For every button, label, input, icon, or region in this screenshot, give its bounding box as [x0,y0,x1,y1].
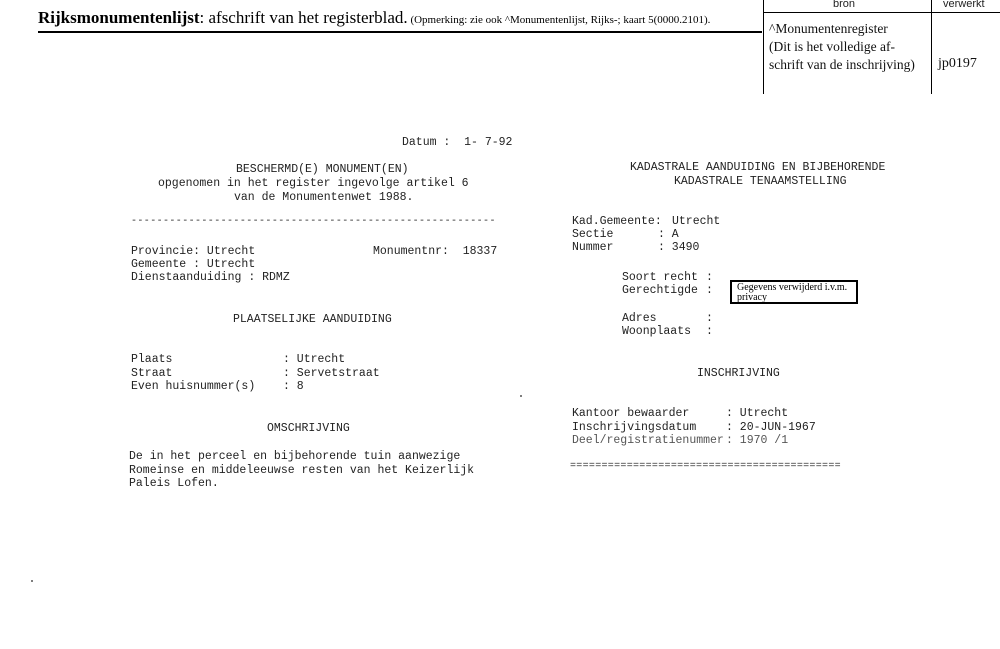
inschrijving-value: : Utrecht [726,407,789,420]
table-divider-middle [931,0,932,94]
equals-separator: =========================================== [570,461,841,472]
rights-label: Soort recht [622,271,698,284]
table-divider-left [763,0,764,94]
header-underline [38,31,762,33]
location-label: Straat [131,367,173,380]
inschrijving-label: Inschrijvingsdatum [572,421,697,434]
bron-line: (Dit is het volledige af- [769,39,895,54]
monumentnr: Monumentnr: 18337 [373,245,498,258]
dienstaanduiding: Dienstaanduiding : RDMZ [131,271,290,284]
inschrijving-value: : 1970 /1 [726,434,789,447]
verwerkt-value: jp0197 [938,56,977,71]
dash-separator: --------------------------------------------------------- [131,216,496,227]
rights-label: Woonplaats [622,325,692,338]
location-value: : 8 [283,380,304,393]
rights-value: : [706,271,713,284]
location-label: Even huisnummer(s) [131,380,256,393]
inschrijving-value: : 20-JUN-1967 [726,421,816,434]
kad-value: : 3490 [658,241,700,254]
kad-label: Kad.Gemeente: [572,215,662,228]
heading-line-1: BESCHERMD(E) MONUMENT(EN) [236,163,409,176]
inschrijving-label: Kantoor bewaarder [572,407,690,420]
omschrijving-line: De in het perceel en bijbehorende tuin aanwezige [129,450,461,463]
omschrijving-heading: OMSCHRIJVING [267,422,350,435]
kad-label: Nummer [572,241,614,254]
title-bold: Rijksmonumentenlijst [38,8,200,27]
kad-label: Sectie [572,228,614,241]
kadastrale-heading-2: KADASTRALE TENAAMSTELLING [674,175,847,188]
bron-text [769,20,915,74]
kad-value: : A [658,228,679,241]
bron-line: schrift van de inschrijving) [769,57,915,72]
datum: Datum : 1- 7-92 [402,136,513,149]
location-value: : Utrecht [283,353,346,366]
rights-label: Adres [622,312,657,325]
table-header-rule [763,12,1000,13]
heading-line-3: van de Monumentenwet 1988. [234,191,414,204]
rights-value: : [706,284,713,297]
privacy-redaction-box: Gegevens verwijderd i.v.m. privacy [730,280,858,304]
verwerkt-header: verwerkt [943,0,985,10]
title-note: (Opmerking: zie ook ^Monumentenlijst, Rijks-; kaart 5(0000.2101). [407,14,711,26]
omschrijving-line: Paleis Lofen. [129,477,219,490]
kad-value: Utrecht [672,215,721,228]
kadastrale-heading-1: KADASTRALE AANDUIDING EN BIJBEHORENDE [630,161,886,174]
omschrijving-line: Romeinse en middeleeuwse resten van het Keizerlijk [129,464,475,477]
inschrijving-label: Deel/registratienummer [572,434,724,447]
document-title [38,8,710,28]
scan-speck [31,580,33,582]
location-label: Plaats [131,353,173,366]
bron-header: bron [833,0,856,10]
rights-label: Gerechtigde [622,284,698,297]
inschrijving-heading: INSCHRIJVING [697,367,780,380]
rights-value: : [706,312,713,325]
plaatselijke-heading: PLAATSELIJKE AANDUIDING [233,313,392,326]
bron-line: ^Monumentenregister [769,21,888,36]
location-value: : Servetstraat [283,367,380,380]
scan-speck [520,395,522,397]
title-rest: : afschrift van het registerblad. [199,8,408,27]
provincie: Provincie: Utrecht [131,245,256,258]
rights-value: : [706,325,713,338]
gemeente: Gemeente : Utrecht [131,258,256,271]
heading-line-2: opgenomen in het register ingevolge artikel 6 [158,177,469,190]
